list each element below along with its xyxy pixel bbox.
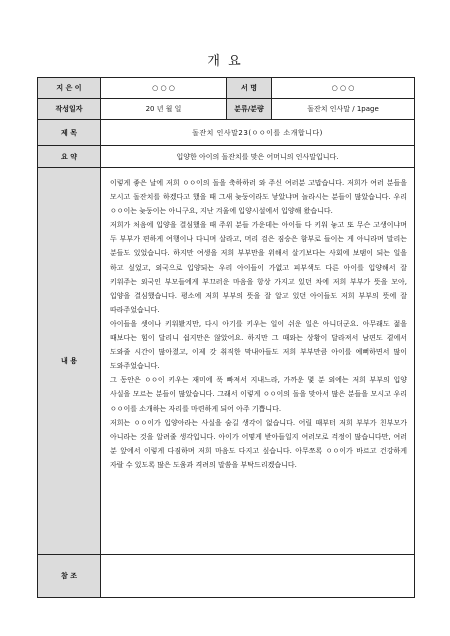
content-paragraph: 저희가 처음에 입양을 결심했을 때 주위 분들 가운데는 아이들 다 키워 놓고 또 무슨 고생이냐며 두 부부가 편하게 여행이나 다니며 살라고, 머리 검은 짐승은 함부로 들이는 게 아니라며 말리는 분들도 있었습니다. 하지만 여생을 저희 부부만을 위해서 살기보다는 사회에 보탬이 되는 일을 하고 싶었고, 외국으로 입양되는 우리 아이들이 가엾고 피부색도 다른 아이를 입양해서 잘 키워주는 외국인 부모들에게 부끄러운 마음을 항상 가지고 있던 차에 저희 부부가 뜻을 모아, 입양을 결심했습니다. 평소에 저희 부부의 뜻을 잘 알고 있던 아이들도 저희 부부의 뜻에 잘 따라주었습니다.: [110, 221, 407, 314]
row-author: [38, 78, 415, 99]
row-date: [38, 99, 415, 120]
row-content: [38, 168, 415, 555]
content-body: [101, 168, 415, 555]
author-label: 지 은 이: [38, 78, 101, 99]
summary-label: 요 약: [38, 146, 101, 168]
date-value: 20 년 월 일: [101, 99, 227, 120]
content-paragraph: 그 동안은 ㅇㅇ이 키우는 재미에 푹 빠져서 지내느라, 가까운 몇 분 외에는 저희 부부의 입양 사실을 모르는 분들이 많았습니다. 그래서 이렇게 ㅇㅇ이의 돌을 맞아서 많은 분들을 모시고 우리 ㅇㅇ이를 소개하는 자리를 마련하게 되어 아주 기쁩니다.: [110, 376, 407, 413]
category-label: 분류/분량: [227, 99, 272, 120]
category-value: 돌잔치 인사말 / 1page: [272, 99, 415, 120]
content-paragraph: 저희는 ㅇㅇ이가 입양아라는 사실을 숨길 생각이 없습니다. 어릴 때부터 저희 부부가 친부모가 아니라는 것을 알려줄 생각입니다. 아이가 어떻게 받아들일지 여러모로 걱정이 많습니다만, 여러 분 앞에서 이렇게 다짐하며 저희 마음도 다지고 싶습니다. 아무쪼록 ㅇㅇ이가 바르고 건강하게 자랄 수 있도록 많은 도움과 격려의 말씀을 부탁드리겠습니다.: [110, 418, 407, 469]
content-paragraph: 이렇게 좋은 날에 저희 ㅇㅇ이의 돌을 축하하러 와 주신 여러분 고맙습니다. 저희가 여러 분들을 모시고 돌잔치를 하겠다고 했을 때 그새 늦둥이라도 낳았냐며 놀라시는 분들이 많았습니다. 우리 ㅇㅇ이는 늦둥이는 아니구요, 지난 겨울에 입양시설에서 입양해 왔습니다.: [110, 179, 407, 216]
summary-value: 입양한 아이의 돌잔치를 맞은 어머니의 인사말입니다.: [101, 146, 415, 168]
reference-value: [101, 555, 415, 598]
reference-label: 참 조: [38, 555, 101, 598]
subject-label: 제 목: [38, 120, 101, 146]
author-value: ○ ○ ○: [101, 78, 227, 99]
signature-value: ○ ○ ○: [272, 78, 415, 99]
date-label: 작성일자: [38, 99, 101, 120]
document-title: 개 요: [207, 54, 243, 69]
row-summary: [38, 146, 415, 168]
signature-label: 서 명: [227, 78, 272, 99]
row-subject: [38, 120, 415, 146]
subject-value: 돌잔치 인사말23(ㅇㅇ이를 소개합니다): [101, 120, 415, 146]
summary-form-table: [37, 77, 415, 598]
content-paragraph: 아이들을 셋이나 키워봤지만, 다시 아기를 키우는 일이 쉬운 일은 아니더군요. 아무래도 젊을 때보다는 힘이 달리니 쉽지만은 않았어요. 하지만 그 때와는 상황이 달라져서 남편도 곁에서 도와줄 시간이 많아졌고, 이제 갓 취직한 막내아들도 저희 부부만큼 아이를 예뻐하면서 많이 도와주었습니다.: [110, 319, 407, 371]
content-label: 내 용: [38, 168, 101, 555]
row-reference: [38, 555, 415, 598]
